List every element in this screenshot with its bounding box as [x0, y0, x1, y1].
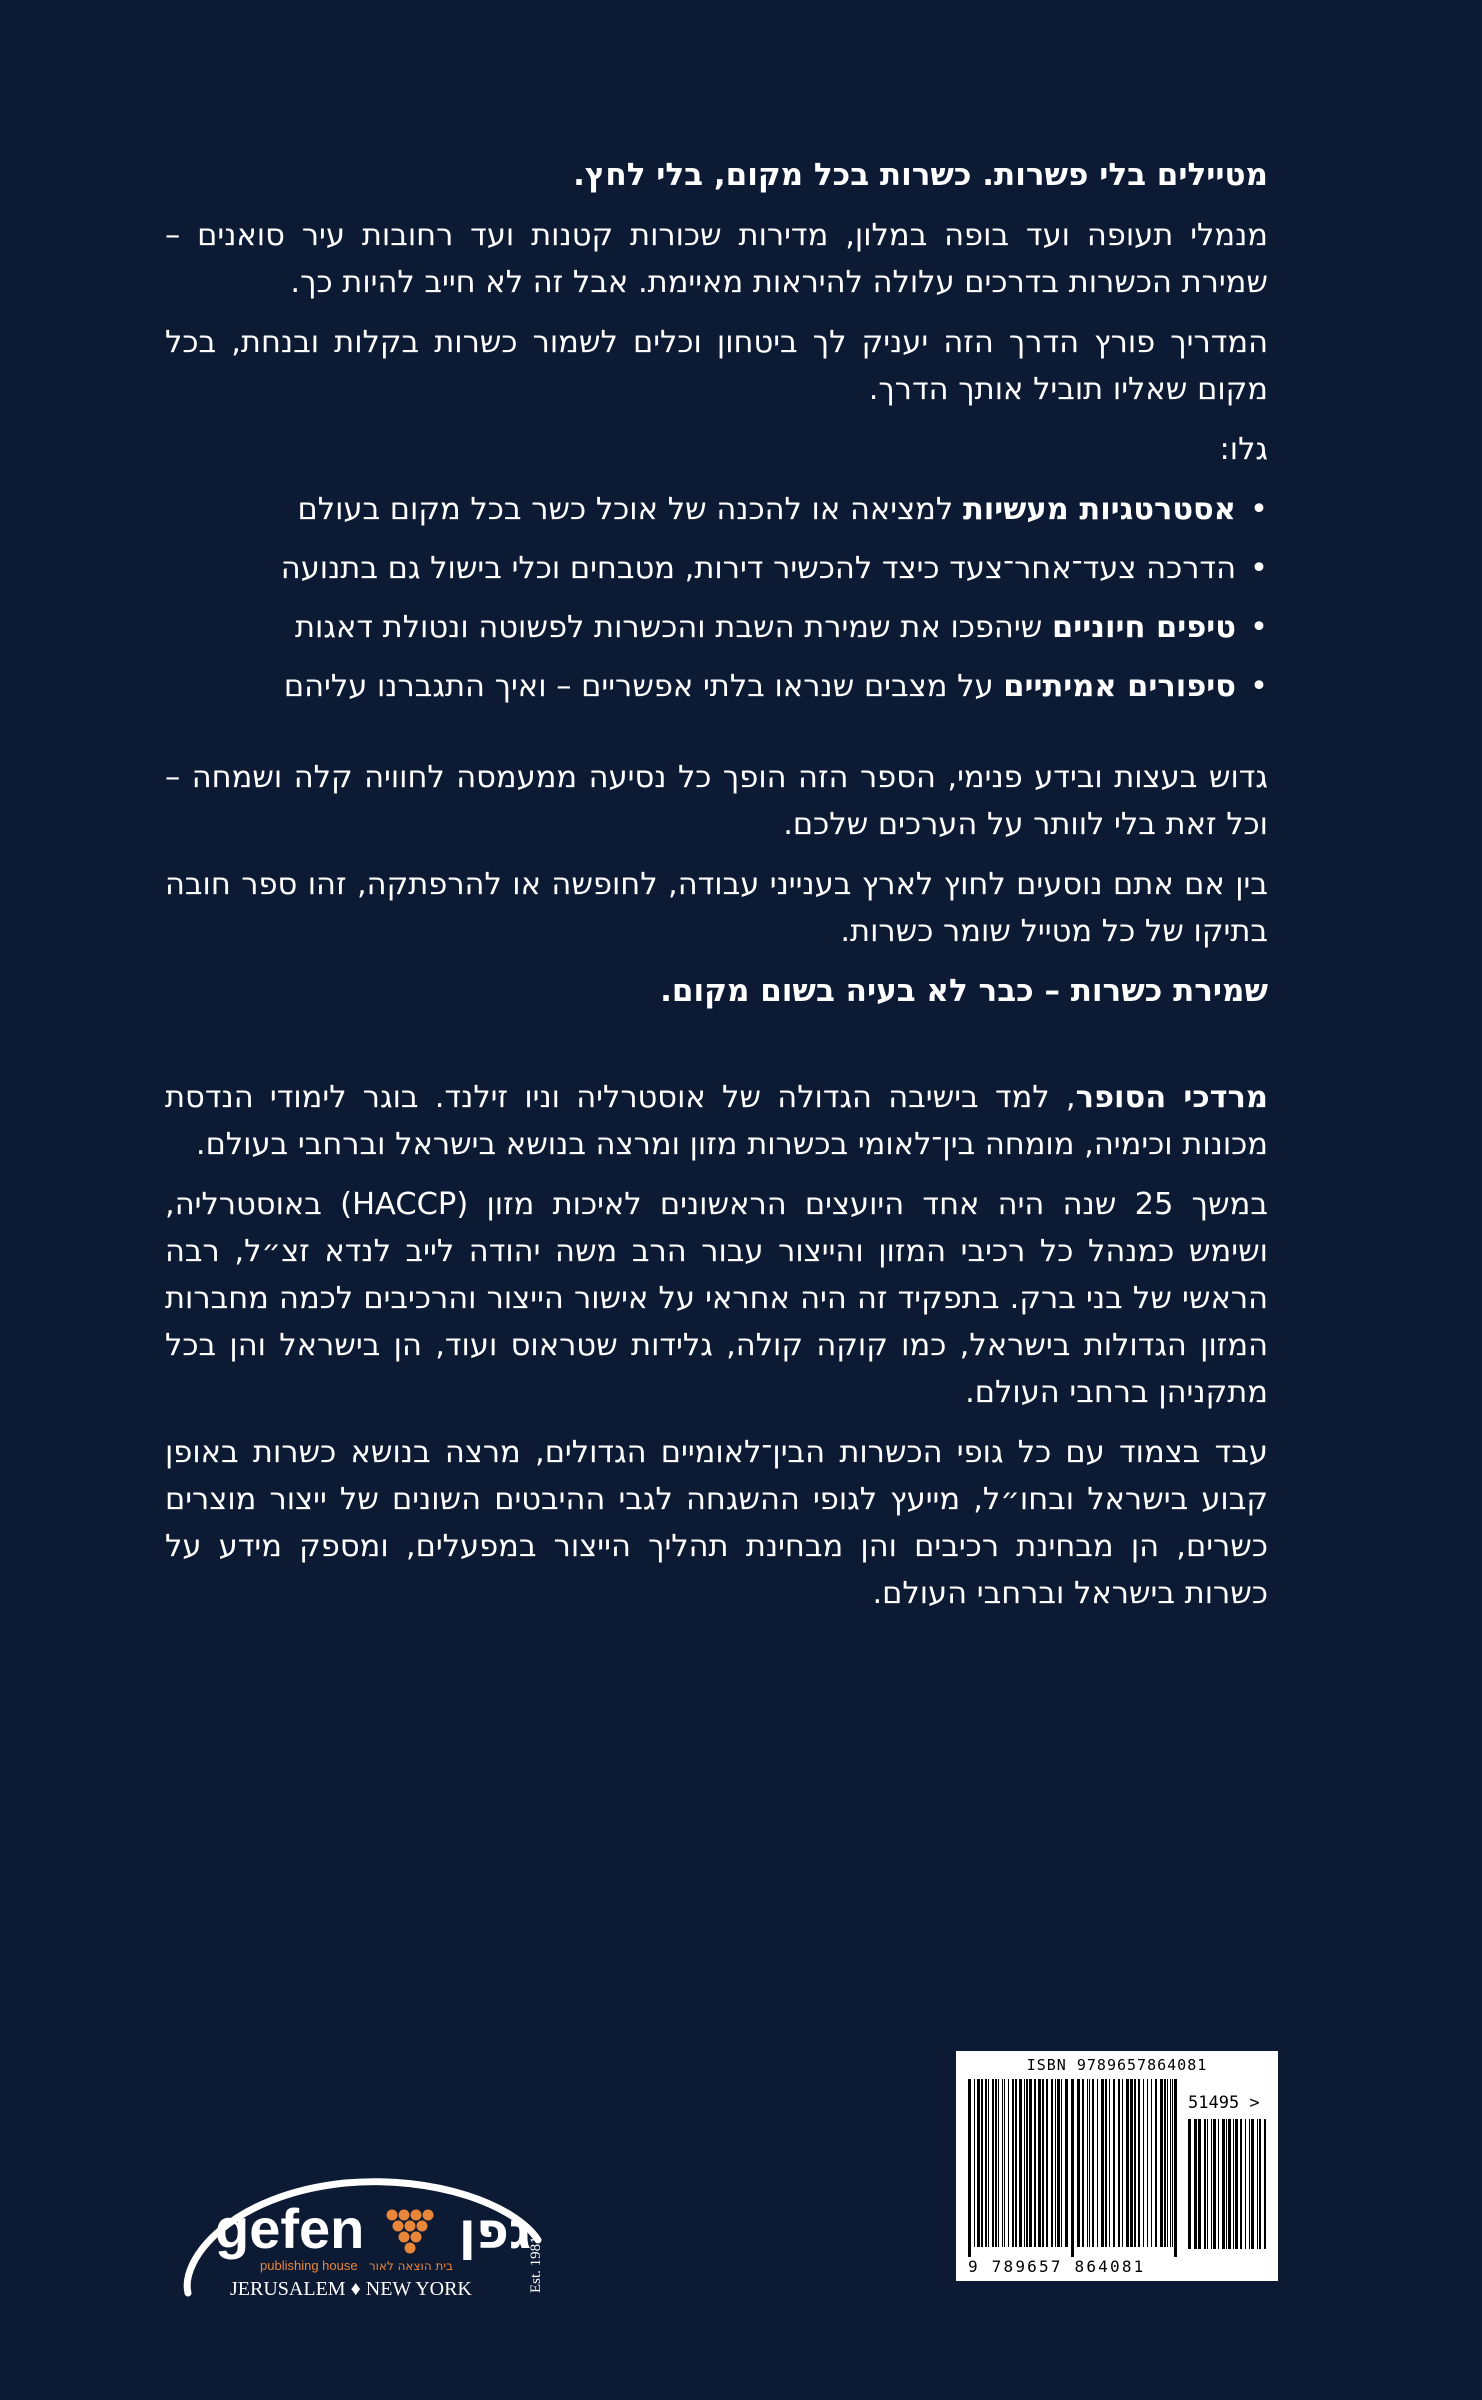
barcode-bar [985, 2079, 987, 2247]
blurb-headline: מטיילים בלי פשרות. כשרות בכל מקום, בלי לחץ. [573, 157, 1268, 193]
barcode-bar [1087, 2079, 1088, 2247]
author-bio-text: , למד בישיבה הגדולה של אוסטרליה וניו זילנד. בוגר לימודי הנדסת מכונות וכימיה, מומחה בין־לאומי בכשרות מזון ומרצה בנושא בישראל וברחבי בעולם. [165, 1080, 1268, 1162]
barcode-bar [974, 2079, 975, 2247]
author-bio-paragraph-3: עבד בצמוד עם כל גופי הכשרות הבין־לאומיים הגדולים, מרצה בנושא כשרות באופן קבוע בישראל ובחו״ל, מייעץ לגופי ההשגחה לגבי ההיבטים השונים של ייצור מוצרים כשרים, הן מבחינת רכיבים והן מבחינת תהליך הייצור במפעלים, ומספק מידע על כשרות בישראל וברחבי העולם. [165, 1435, 1268, 1611]
isbn-label: ISBN 9789657864081 [1026, 2056, 1208, 2074]
barcode-bar [1188, 2119, 1191, 2249]
author-bio-paragraph-1 [165, 1074, 1268, 1168]
feature-bold: טיפים חיוניים [1051, 610, 1236, 645]
barcode-bar [1026, 2079, 1028, 2247]
barcode-bar [1257, 2119, 1258, 2249]
barcode-bar [1004, 2079, 1005, 2247]
barcode-bar [1109, 2079, 1110, 2247]
barcode-bar [1194, 2119, 1197, 2249]
logo-subtitle-hebrew: בית הוצאה לאור [368, 2259, 453, 2273]
barcode-bar [1029, 2079, 1032, 2247]
barcode-bar [1097, 2079, 1098, 2247]
barcode-bar [1151, 2079, 1152, 2247]
feature-bold: סיפורים אמיתיים [1003, 669, 1236, 704]
barcode-bar [1160, 2079, 1163, 2247]
isbn-barcode [956, 2051, 1278, 2281]
barcode-bar [1143, 2079, 1144, 2247]
blurb-paragraph-2: המדריך פורץ הדרך הזה יעניק לך ביטחון וכלים לשמור כשרות בקלות ובנחת, בכל מקום שאליו תוביל אותך הדרך. [165, 325, 1268, 407]
barcode-bar [1061, 2079, 1062, 2247]
logo-hebrew-wordmark: גפן [458, 2202, 532, 2260]
barcode-bar [1198, 2119, 1201, 2249]
blurb-paragraph-1: מנמלי תעופה ועד בופה במלון, מדירות שכורות קטנות ועד רחובות עיר סואנים – שמירת הכשרות בדרכים עלולה להיראות מאיימת. אבל זה לא חייב להיות כך. [165, 218, 1268, 300]
barcode-bar [1015, 2079, 1017, 2247]
barcode-bar [1034, 2079, 1036, 2247]
bullet-icon: • [1250, 610, 1268, 645]
barcode-bar [1218, 2119, 1219, 2249]
bullet-icon: • [1250, 551, 1268, 586]
barcode-bar [1089, 2079, 1090, 2247]
back-cover-text [165, 152, 1268, 1630]
price-addon-bars [1188, 2119, 1266, 2259]
barcode-bar [1249, 2119, 1250, 2249]
barcode-bar [1213, 2119, 1216, 2249]
barcode-bar [968, 2079, 971, 2257]
barcode-bar [1092, 2079, 1094, 2247]
barcode-bar [1038, 2079, 1041, 2247]
barcode-bar [1134, 2079, 1136, 2247]
barcode-bar [1002, 2079, 1003, 2247]
author-name: מרדכי הסופר [1075, 1080, 1268, 1115]
feature-text: על מצבים שנראו בלתי אפשריים – ואיך התגברנו עליהם [283, 669, 1004, 704]
barcode-bar [1122, 2079, 1123, 2247]
blurb-paragraph-3: גדוש בעצות ובידע פנימי, הספר הזה הופך כל נסיעה ממעמסה לחוויה קלה ושמחה – וכל זאת בלי לוותר על הערכים שלכם. [165, 760, 1268, 842]
logo-cities: JERUSALEM ♦ NEW YORK [230, 2278, 472, 2300]
barcode-bar [1101, 2079, 1104, 2247]
barcode-bar [1228, 2119, 1231, 2249]
bullet-icon: • [1250, 492, 1268, 527]
barcode-bar [1042, 2079, 1044, 2247]
grapes-icon [387, 2210, 434, 2254]
barcode-bar [1172, 2079, 1173, 2247]
barcode-bar [1055, 2079, 1056, 2247]
barcode-bar [981, 2079, 983, 2247]
barcode-bar [988, 2079, 989, 2247]
barcode-bar [1164, 2079, 1166, 2247]
feature-item-1 [165, 486, 1268, 533]
discover-label: גלו: [1219, 432, 1268, 467]
barcode-bar [1207, 2119, 1208, 2249]
barcode-bar [1167, 2079, 1168, 2247]
barcode-bar [1065, 2079, 1068, 2247]
barcode-bar [1226, 2119, 1227, 2249]
barcode-bar [1233, 2119, 1234, 2249]
barcode-bar [1118, 2079, 1120, 2247]
barcode-bar [992, 2079, 994, 2247]
barcode-bar [1174, 2079, 1177, 2257]
barcode-bar [1071, 2079, 1074, 2257]
feature-text: הדרכה צעד־אחר־צעד כיצד להכשיר דירות, מטבחים וכלי בישול גם בתנועה [280, 551, 1236, 586]
barcode-bar [1126, 2079, 1129, 2247]
feature-text: למציאה או להכנה של אוכל כשר בכל מקום בעולם [297, 492, 963, 527]
blurb-paragraph-4: בין אם אתם נוסעים לחוץ לארץ בענייני עבודה, לחופשה או להרפתקה, זהו ספר חובה בתיקו של כל מטייל שומר כשרות. [165, 867, 1268, 949]
barcode-bar [1222, 2119, 1225, 2249]
logo-established: Est. 1981 [528, 2236, 544, 2293]
barcode-bar [1105, 2079, 1107, 2247]
barcode-bar [1046, 2079, 1048, 2247]
barcode-bar [1008, 2079, 1009, 2247]
barcode-bar [1251, 2119, 1254, 2249]
logo-wordmark: gefen [215, 2197, 365, 2260]
barcode-bar [1170, 2079, 1171, 2247]
feature-text: שיהפכו את שמירת השבת והכשרות לפשוטה ונטולת דאגות [295, 610, 1052, 645]
barcode-bar [1204, 2119, 1206, 2249]
logo-subtitle-english: publishing house [260, 2258, 358, 2273]
feature-list [165, 486, 1268, 710]
barcode-bar [1024, 2079, 1025, 2247]
feature-item-4 [165, 663, 1268, 710]
bullet-icon: • [1250, 669, 1268, 704]
barcode-bar [1264, 2119, 1266, 2249]
ean-barcode-bars [968, 2079, 1178, 2257]
barcode-bar [1155, 2079, 1157, 2247]
barcode-bar [1012, 2079, 1014, 2247]
feature-bold: אסטרטגיות מעשיות [962, 492, 1236, 527]
blurb-tagline: שמירת כשרות – כבר לא בעיה בשום מקום. [660, 973, 1268, 1009]
barcode-bar [1051, 2079, 1053, 2247]
barcode-bar [995, 2079, 997, 2247]
barcode-bar [1113, 2079, 1115, 2247]
feature-item-3 [165, 604, 1268, 651]
barcode-bar [998, 2079, 999, 2247]
barcode-bar [1240, 2119, 1242, 2249]
barcode-bar [1147, 2079, 1148, 2247]
barcode-bar [977, 2079, 980, 2247]
isbn-digits: 9 789657 864081 [968, 2257, 1146, 2276]
barcode-bar [1259, 2119, 1261, 2249]
feature-item-2 [165, 545, 1268, 592]
barcode-bar [1019, 2079, 1022, 2247]
barcode-bar [1211, 2119, 1212, 2249]
barcode-bar [1077, 2079, 1080, 2247]
price-code: 51495 > [1188, 2093, 1260, 2113]
author-bio-paragraph-2: במשך 25 שנה היה אחד היועצים הראשונים לאיכות מזון (HACCP) באוסטרליה, ושימש כמנהל כל רכיבי המזון והייצור עבור הרב משה יהודה לייב לנדא זצ״ל, רבה הראשי של בני ברק. בתפקיד זה היה אחראי על אישור הייצור והרכיבים לכמה מחברות המזון הגדולות בישראל, כמו קוקה קולה, גלידות שטראוס ועוד, הן בישראל והן בכל מתקניהן ברחבי העולם. [165, 1187, 1269, 1410]
barcode-bar [1057, 2079, 1060, 2247]
barcode-bar [1245, 2119, 1246, 2249]
barcode-bar [1130, 2079, 1133, 2247]
barcode-bar [1235, 2119, 1238, 2249]
barcode-bar [1138, 2079, 1140, 2247]
barcode-bar [1082, 2079, 1084, 2247]
publisher-logo [170, 2165, 580, 2305]
